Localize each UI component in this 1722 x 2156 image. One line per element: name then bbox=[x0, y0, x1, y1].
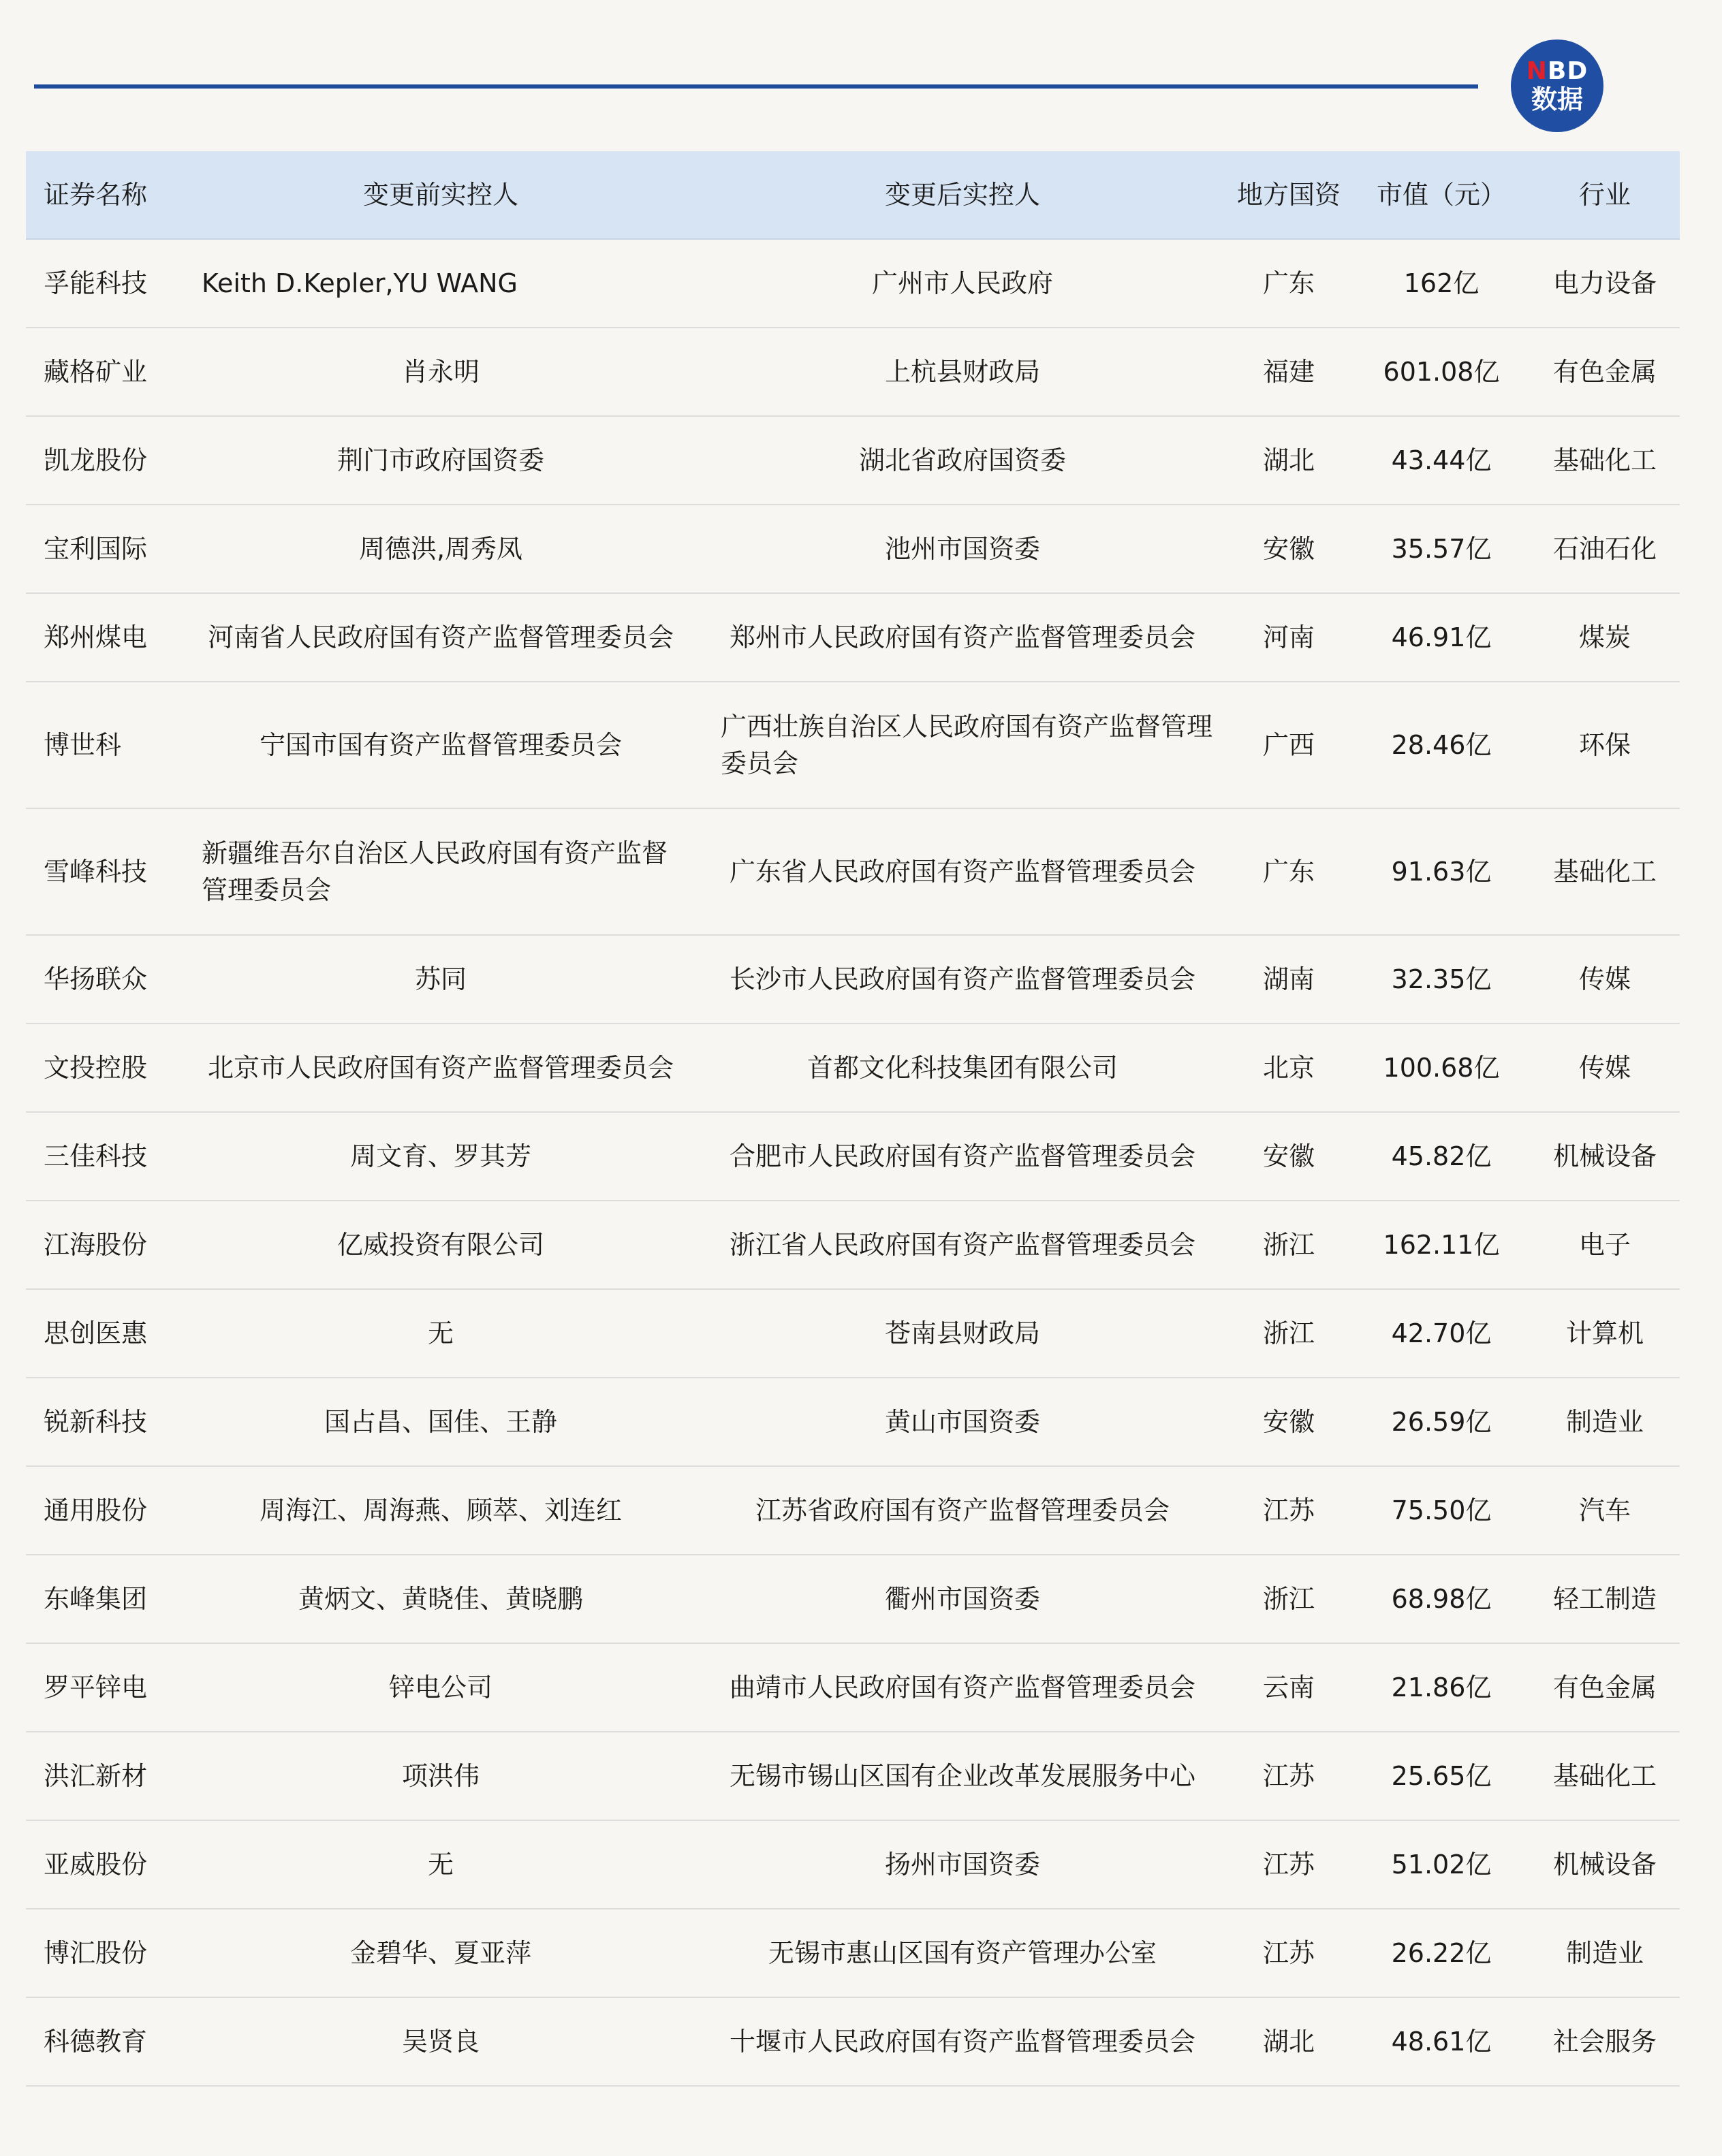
cell-industry: 社会服务 bbox=[1552, 2027, 1657, 2057]
cell-market-cap: 28.46亿 bbox=[1391, 730, 1492, 760]
data-table bbox=[26, 151, 1680, 2087]
table-header-row bbox=[26, 151, 1680, 240]
cell-region: 广东 bbox=[1262, 857, 1315, 887]
cell-security-name: 文投控股 bbox=[44, 1053, 148, 1083]
cell-industry: 轻工制造 bbox=[1552, 1584, 1657, 1614]
table-row bbox=[26, 1201, 1680, 1290]
cell-controller-before: 宁国市国有资产监督管理委员会 bbox=[259, 730, 622, 760]
cell-industry: 计算机 bbox=[1565, 1318, 1644, 1348]
cell-controller-after: 长沙市人民政府国有资产监督管理委员会 bbox=[729, 964, 1195, 994]
cell-industry: 环保 bbox=[1578, 730, 1631, 760]
cell-market-cap: 26.22亿 bbox=[1391, 1938, 1492, 1968]
cell-industry: 石油石化 bbox=[1552, 534, 1657, 564]
cell-security-name: 江海股份 bbox=[44, 1230, 148, 1260]
cell-controller-before: 荆门市政府国资委 bbox=[336, 445, 544, 475]
cell-industry: 机械设备 bbox=[1552, 1141, 1657, 1171]
cell-region: 湖南 bbox=[1262, 964, 1315, 994]
table-row bbox=[26, 417, 1680, 505]
cell-region: 湖北 bbox=[1262, 2027, 1315, 2057]
cell-controller-before: 周德洪,周秀凤 bbox=[358, 534, 523, 564]
table-row bbox=[26, 682, 1680, 809]
cell-security-name: 罗平锌电 bbox=[44, 1673, 148, 1702]
cell-market-cap: 32.35亿 bbox=[1391, 964, 1492, 994]
table-row bbox=[26, 1378, 1680, 1467]
cell-controller-after: 广东省人民政府国有资产监督管理委员会 bbox=[729, 857, 1195, 887]
cell-industry: 制造业 bbox=[1565, 1407, 1644, 1437]
cell-controller-after: 苍南县财政局 bbox=[884, 1318, 1040, 1348]
cell-controller-after: 郑州市人民政府国有资产监督管理委员会 bbox=[729, 622, 1195, 652]
cell-controller-before: 国占昌、国佳、王静 bbox=[324, 1407, 557, 1437]
logo-text-cn: 数据 bbox=[1531, 84, 1583, 114]
cell-market-cap: 45.82亿 bbox=[1391, 1141, 1492, 1171]
cell-security-name: 凯龙股份 bbox=[44, 445, 148, 475]
header-region: 地方国资 bbox=[1236, 180, 1341, 210]
cell-industry: 制造业 bbox=[1565, 1938, 1644, 1968]
cell-security-name: 东峰集团 bbox=[44, 1584, 148, 1614]
cell-region: 广西 bbox=[1262, 730, 1315, 760]
cell-region: 浙江 bbox=[1262, 1584, 1315, 1614]
cell-region: 湖北 bbox=[1262, 445, 1315, 475]
table-body bbox=[26, 240, 1680, 2087]
header-controller-before: 变更前实控人 bbox=[362, 180, 518, 210]
cell-controller-after: 上杭县财政局 bbox=[884, 357, 1040, 387]
cell-controller-before: 周海江、周海燕、顾萃、刘连红 bbox=[259, 1495, 622, 1525]
cell-controller-after: 衢州市国资委 bbox=[884, 1584, 1040, 1614]
nbd-logo bbox=[1511, 39, 1603, 132]
table-row bbox=[26, 240, 1680, 328]
cell-security-name: 洪汇新材 bbox=[44, 1761, 148, 1791]
cell-security-name: 亚威股份 bbox=[44, 1850, 148, 1880]
cell-market-cap: 26.59亿 bbox=[1391, 1407, 1492, 1437]
cell-security-name: 华扬联众 bbox=[44, 964, 148, 994]
table-row bbox=[26, 1024, 1680, 1113]
cell-controller-after: 扬州市国资委 bbox=[884, 1850, 1040, 1880]
cell-security-name: 思创医惠 bbox=[44, 1318, 148, 1348]
cell-industry: 电子 bbox=[1578, 1230, 1631, 1260]
cell-controller-after: 十堰市人民政府国有资产监督管理委员会 bbox=[729, 2027, 1195, 2057]
cell-security-name: 科德教育 bbox=[44, 2027, 148, 2057]
cell-controller-after: 广州市人民政府 bbox=[871, 268, 1053, 298]
cell-security-name: 孚能科技 bbox=[44, 268, 148, 298]
header-market-cap: 市值（元） bbox=[1376, 180, 1506, 210]
cell-region: 江苏 bbox=[1262, 1938, 1315, 1968]
cell-industry: 基础化工 bbox=[1552, 445, 1657, 475]
table-row bbox=[26, 1909, 1680, 1998]
cell-controller-after: 黄山市国资委 bbox=[884, 1407, 1040, 1437]
cell-security-name: 博汇股份 bbox=[44, 1938, 148, 1968]
cell-controller-before: 河南省人民政府国有资产监督管理委员会 bbox=[207, 622, 674, 652]
cell-region: 安徽 bbox=[1262, 1407, 1315, 1437]
cell-controller-after: 池州市国资委 bbox=[884, 534, 1040, 564]
cell-controller-before: 项洪伟 bbox=[401, 1761, 480, 1791]
logo-letters-bd: BD bbox=[1547, 57, 1588, 85]
logo-letter-n: N bbox=[1526, 57, 1548, 85]
cell-market-cap: 25.65亿 bbox=[1391, 1761, 1492, 1791]
table-row bbox=[26, 936, 1680, 1024]
cell-region: 北京 bbox=[1262, 1053, 1315, 1083]
cell-controller-before: 无 bbox=[427, 1318, 454, 1348]
table-row bbox=[26, 1732, 1680, 1821]
table-row bbox=[26, 1555, 1680, 1644]
cell-region: 广东 bbox=[1262, 268, 1315, 298]
table-row bbox=[26, 1113, 1680, 1201]
cell-controller-after: 江苏省政府国有资产监督管理委员会 bbox=[755, 1495, 1170, 1525]
cell-security-name: 郑州煤电 bbox=[44, 622, 148, 652]
cell-industry: 基础化工 bbox=[1552, 1761, 1657, 1791]
table-row bbox=[26, 1290, 1680, 1378]
cell-industry: 基础化工 bbox=[1552, 857, 1657, 887]
cell-controller-before: 金碧华、夏亚萍 bbox=[349, 1938, 531, 1968]
cell-region: 江苏 bbox=[1262, 1850, 1315, 1880]
cell-controller-before: 新疆维吾尔自治区人民政府国有资产监督管理委员会 bbox=[202, 838, 668, 905]
cell-region: 河南 bbox=[1262, 622, 1315, 652]
cell-security-name: 通用股份 bbox=[44, 1495, 148, 1525]
cell-controller-after: 浙江省人民政府国有资产监督管理委员会 bbox=[729, 1230, 1195, 1260]
cell-controller-after: 无锡市惠山区国有资产管理办公室 bbox=[768, 1938, 1157, 1968]
cell-controller-before: 苏同 bbox=[414, 964, 467, 994]
cell-controller-after: 广西壮族自治区人民政府国有资产监督管理委员会 bbox=[721, 712, 1213, 778]
cell-industry: 机械设备 bbox=[1552, 1850, 1657, 1880]
cell-market-cap: 601.08亿 bbox=[1383, 357, 1500, 387]
cell-controller-before: 无 bbox=[427, 1850, 454, 1880]
cell-market-cap: 46.91亿 bbox=[1391, 622, 1492, 652]
cell-region: 江苏 bbox=[1262, 1761, 1315, 1791]
cell-region: 福建 bbox=[1262, 357, 1315, 387]
table-row bbox=[26, 1467, 1680, 1555]
cell-region: 浙江 bbox=[1262, 1230, 1315, 1260]
cell-industry: 有色金属 bbox=[1552, 1673, 1657, 1702]
cell-region: 安徽 bbox=[1262, 534, 1315, 564]
cell-market-cap: 100.68亿 bbox=[1383, 1053, 1500, 1083]
cell-market-cap: 162亿 bbox=[1403, 268, 1480, 298]
table-row bbox=[26, 1644, 1680, 1732]
cell-market-cap: 42.70亿 bbox=[1391, 1318, 1492, 1348]
table-row bbox=[26, 594, 1680, 682]
cell-security-name: 锐新科技 bbox=[44, 1407, 148, 1437]
cell-industry: 电力设备 bbox=[1552, 268, 1657, 298]
table-row bbox=[26, 1821, 1680, 1909]
table-row bbox=[26, 809, 1680, 936]
cell-security-name: 藏格矿业 bbox=[44, 357, 148, 387]
cell-market-cap: 75.50亿 bbox=[1391, 1495, 1492, 1525]
cell-market-cap: 35.57亿 bbox=[1391, 534, 1492, 564]
cell-security-name: 宝利国际 bbox=[44, 534, 148, 564]
cell-security-name: 三佳科技 bbox=[44, 1141, 148, 1171]
table-row bbox=[26, 1998, 1680, 2087]
cell-industry: 传媒 bbox=[1578, 964, 1631, 994]
cell-market-cap: 91.63亿 bbox=[1391, 857, 1492, 887]
cell-controller-before: 黄炳文、黄晓佳、黄晓鹏 bbox=[298, 1584, 583, 1614]
table-row bbox=[26, 505, 1680, 594]
cell-industry: 传媒 bbox=[1578, 1053, 1631, 1083]
header-industry: 行业 bbox=[1578, 180, 1631, 210]
cell-controller-before: Keith D.Kepler,YU WANG bbox=[202, 268, 518, 298]
top-rule bbox=[34, 84, 1478, 89]
cell-industry: 有色金属 bbox=[1552, 357, 1657, 387]
cell-market-cap: 48.61亿 bbox=[1391, 2027, 1492, 2057]
cell-controller-after: 无锡市锡山区国有企业改革发展服务中心 bbox=[729, 1761, 1195, 1791]
cell-controller-before: 亿威投资有限公司 bbox=[336, 1230, 544, 1260]
cell-region: 江苏 bbox=[1262, 1495, 1315, 1525]
cell-region: 云南 bbox=[1262, 1673, 1315, 1702]
cell-market-cap: 162.11亿 bbox=[1383, 1230, 1500, 1260]
cell-controller-after: 合肥市人民政府国有资产监督管理委员会 bbox=[729, 1141, 1195, 1171]
cell-industry: 汽车 bbox=[1578, 1495, 1631, 1525]
cell-controller-before: 周文育、罗其芳 bbox=[349, 1141, 531, 1171]
cell-region: 浙江 bbox=[1262, 1318, 1315, 1348]
cell-market-cap: 21.86亿 bbox=[1391, 1673, 1492, 1702]
cell-controller-before: 吴贤良 bbox=[401, 2027, 480, 2057]
cell-controller-before: 北京市人民政府国有资产监督管理委员会 bbox=[207, 1053, 674, 1083]
cell-controller-before: 锌电公司 bbox=[388, 1673, 492, 1702]
table-row bbox=[26, 328, 1680, 417]
cell-controller-before: 肖永明 bbox=[401, 357, 480, 387]
header-security-name: 证券名称 bbox=[44, 180, 148, 210]
cell-security-name: 博世科 bbox=[44, 730, 122, 760]
cell-market-cap: 51.02亿 bbox=[1391, 1850, 1492, 1880]
cell-security-name: 雪峰科技 bbox=[44, 857, 148, 887]
cell-controller-after: 湖北省政府国资委 bbox=[858, 445, 1066, 475]
header-controller-after: 变更后实控人 bbox=[884, 180, 1040, 210]
cell-market-cap: 43.44亿 bbox=[1391, 445, 1492, 475]
cell-market-cap: 68.98亿 bbox=[1391, 1584, 1492, 1614]
cell-controller-after: 曲靖市人民政府国有资产监督管理委员会 bbox=[729, 1673, 1195, 1702]
cell-region: 安徽 bbox=[1262, 1141, 1315, 1171]
cell-industry: 煤炭 bbox=[1578, 622, 1631, 652]
cell-controller-after: 首都文化科技集团有限公司 bbox=[807, 1053, 1118, 1083]
